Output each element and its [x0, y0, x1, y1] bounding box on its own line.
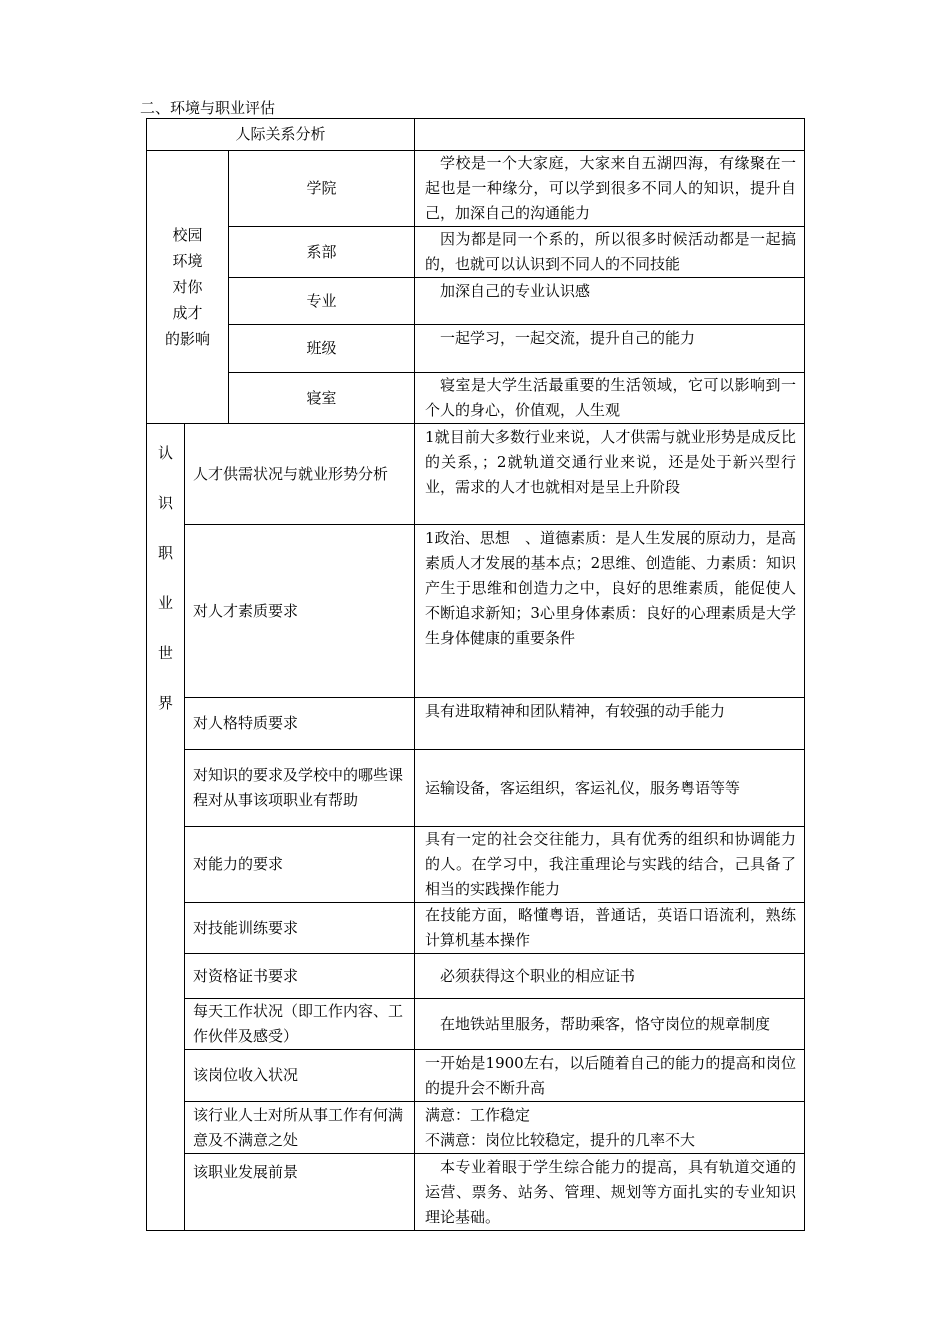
campus-item-text: 寝室是大学生活最重要的生活领域，它可以影响到一个人的身心，价值观，人生观 [415, 373, 805, 424]
career-label-char: 认 [157, 444, 173, 462]
header-row [147, 119, 805, 151]
career-item-label: 对知识的要求及学校中的哪些课程对从事该项职业有帮助 [185, 750, 415, 827]
career-label-char: 界 [157, 694, 173, 712]
campus-item-label: 寝室 [229, 373, 415, 424]
page-title: 二、环境与职业评估 [140, 99, 276, 117]
campus-item-text: 一起学习，一起交流，提升自己的能力 [415, 325, 805, 373]
career-row [147, 1102, 805, 1154]
campus-item-text: 学校是一个大家庭，大家来自五湖四海，有缘聚在一起也是一种缘分，可以学到很多不同人的知识，提升自己，加深自己的沟通能力 [415, 151, 805, 227]
career-item-label: 对人格特质要求 [185, 698, 415, 750]
career-item-label: 该岗位收入状况 [185, 1050, 415, 1102]
career-world-label [147, 424, 185, 1231]
campus-label-line: 的影响 [164, 330, 210, 348]
career-row [147, 1154, 805, 1231]
career-label-char: 职 [157, 544, 173, 562]
career-item-label: 该行业人士对所从事工作有何满意及不满意之处 [185, 1102, 415, 1154]
career-row [147, 424, 805, 525]
campus-label-line: 成才 [172, 304, 203, 322]
career-item-label: 每天工作状况（即工作内容、工作伙伴及感受） [185, 999, 415, 1050]
campus-row-department [147, 227, 805, 278]
career-label-char: 世 [157, 644, 173, 662]
campus-item-label: 学院 [229, 151, 415, 227]
campus-label-line: 对你 [172, 278, 203, 296]
career-item-label: 人才供需状况与就业形势分析 [185, 424, 415, 525]
interpersonal-analysis-value [415, 119, 805, 151]
career-item-text: 必须获得这个职业的相应证书 [415, 954, 805, 999]
campus-row-class [147, 325, 805, 373]
career-label-char: 业 [157, 594, 173, 612]
campus-item-label: 班级 [229, 325, 415, 373]
career-row [147, 827, 805, 903]
career-item-text: 具有一定的社会交往能力，具有优秀的组织和协调能力的人。在学习中，我注重理论与实践的结合，己具备了相当的实践操作能力 [415, 827, 805, 903]
career-item-text: 满意：工作稳定 不满意：岗位比较稳定，提升的几率不大 [415, 1102, 805, 1154]
campus-label-line: 环境 [172, 252, 203, 270]
career-item-text: 具有进取精神和团队精神，有较强的动手能力 [415, 698, 805, 750]
campus-item-text: 因为都是同一个系的，所以很多时候活动都是一起搞的，也就可以认识到不同人的不同技能 [415, 227, 805, 278]
campus-row-major [147, 278, 805, 325]
career-row [147, 954, 805, 999]
interpersonal-analysis-heading: 人际关系分析 [147, 119, 415, 151]
career-item-label: 对人才素质要求 [185, 525, 415, 698]
career-row [147, 750, 805, 827]
career-item-text: 1政治、思想 、道德素质：是人生发展的原动力，是高素质人才发展的基本点；2思维、创造能、力素质：知识产生于思维和创造力之中，良好的思维素质，能促使人不断追求新知；3心里身体素质：良好的心理素质是大学生身体健康的重要条件 [415, 525, 805, 698]
campus-item-label: 专业 [229, 278, 415, 325]
campus-influence-label [147, 151, 229, 424]
career-item-text: 在地铁站里服务，帮助乘客，恪守岗位的规章制度 [415, 999, 805, 1050]
campus-item-text: 加深自己的专业认识感 [415, 278, 805, 325]
career-item-text: 运输设备，客运组织，客运礼仪，服务粤语等等 [415, 750, 805, 827]
career-row [147, 903, 805, 954]
career-item-label: 对能力的要求 [185, 827, 415, 903]
career-item-label: 对技能训练要求 [185, 903, 415, 954]
career-item-text: 本专业着眼于学生综合能力的提高，具有轨道交通的运营、票务、站务、管理、规划等方面扎实的专业知识理论基础。 [415, 1154, 805, 1231]
campus-row-dorm [147, 373, 805, 424]
career-item-label: 该职业发展前景 [185, 1154, 415, 1231]
career-row [147, 1050, 805, 1102]
environment-career-table [146, 118, 805, 1231]
campus-label-line: 校园 [172, 226, 203, 244]
campus-item-label: 系部 [229, 227, 415, 278]
career-item-text: 在技能方面，略懂粤语，普通话，英语口语流利，熟练计算机基本操作 [415, 903, 805, 954]
career-item-text: 一开始是1900左右，以后随着自己的能力的提高和岗位的提升会不断升高 [415, 1050, 805, 1102]
career-row [147, 525, 805, 698]
career-item-label: 对资格证书要求 [185, 954, 415, 999]
career-row [147, 999, 805, 1050]
campus-row-college [147, 151, 805, 227]
career-row [147, 698, 805, 750]
career-item-text: 1就目前大多数行业来说，人才供需与就业形势是成反比的关系，；2就轨道交通行业来说，还是处于新兴型行业，需求的人才也就相对是呈上升阶段 [415, 424, 805, 525]
career-label-char: 识 [157, 494, 173, 512]
